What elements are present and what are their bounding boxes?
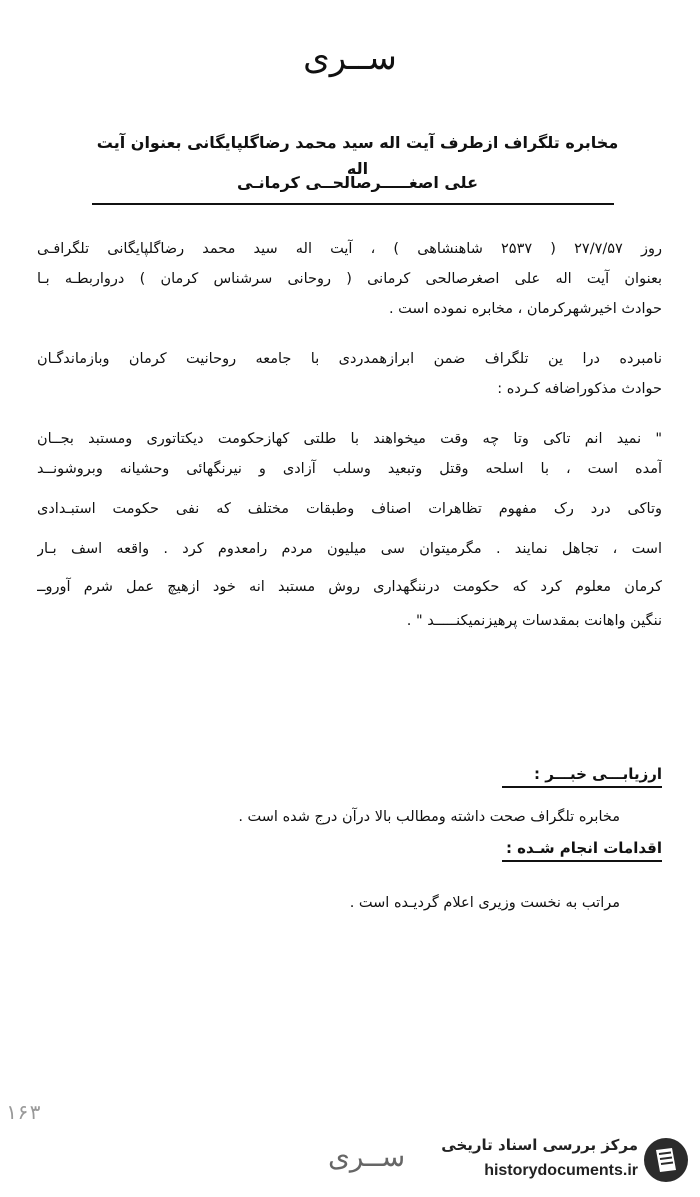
body-line: ننگین واهانت بمقدسات پرهیزنمیکنـــــد " . xyxy=(406,613,662,629)
body-line: حوادث مذکوراضافه کـرده : xyxy=(497,381,662,397)
body-line: نامبرده درا ین تلگراف ضمن ابرازهمدردی با جامعه روحانیت کرمان وبازماندگـان xyxy=(37,351,662,367)
page-number: ۱۶۳ xyxy=(5,1100,42,1124)
subject-line-1: مخابره تلگراف ازطرف آیت اله سید محمد رضاگلپایگانی بعنوان آیت اله xyxy=(96,133,619,178)
watermark-org-name: مرکز بررسی اسناد تاریخی xyxy=(441,1136,638,1154)
body-line: است ، تجاهل نمایند . مگرمیتوان سی میلیون مردم رامعدوم کرد . واقعه اسف بـار xyxy=(37,541,662,557)
body-line: کرمان معلوم کرد که حکومت درننگهداری روش مستبد انه خود ازهیچ عمل شرم آوروــ xyxy=(37,579,662,595)
subject-divider xyxy=(92,203,614,205)
actions-heading: اقدامات انجام شـده : xyxy=(502,836,662,862)
evaluation-heading: ارزیابـــی خبـــر : xyxy=(502,762,662,788)
document-logo-icon xyxy=(642,1136,690,1184)
body-line: " نمید انم تاکی وتا چه وقت میخواهند با طلتی کهازحکومت دیکتاتوری ومستبد بجــان xyxy=(37,431,662,447)
actions-text: مراتب به نخست وزیری اعلام گردیـده است . xyxy=(349,895,620,911)
body-line: آمده است ، با اسلحه وقتل وتبعید وسلب آزادی و نیرنگهائی وحشیانه وبروشونــد xyxy=(37,461,662,477)
footer-classification-stamp: ســری xyxy=(328,1140,406,1173)
body-line: بعنوان آیت اله علی اصغرصالحی کرمانی ( روحانی سرشناس کرمان ) درواربطـه بـا xyxy=(37,271,662,287)
body-line: روز ۲۷/۷/۵۷ ( ۲۵۳۷ شاهنشاهی ) ، آیت اله سید محمد رضاگلپایگانی تلگرافـی xyxy=(37,241,662,257)
body-line: وتاکی درد رک مفهوم تظاهرات اصناف وطبقات مختلف که نفی حکومت استبـدادی xyxy=(37,501,662,517)
watermark-url: historydocuments.ir xyxy=(484,1162,638,1179)
evaluation-text: مخابره تلگراف صحت داشته ومطالب بالا درآن درج شده است . xyxy=(238,809,620,825)
classification-mark: ســری xyxy=(303,38,397,78)
subject-line-2: علی اصغـــــرصالحــی کرمانـی xyxy=(236,173,479,192)
watermark xyxy=(420,1132,690,1190)
body-line: حوادث اخیرشهرکرمان ، مخابره نموده است . xyxy=(388,301,662,317)
